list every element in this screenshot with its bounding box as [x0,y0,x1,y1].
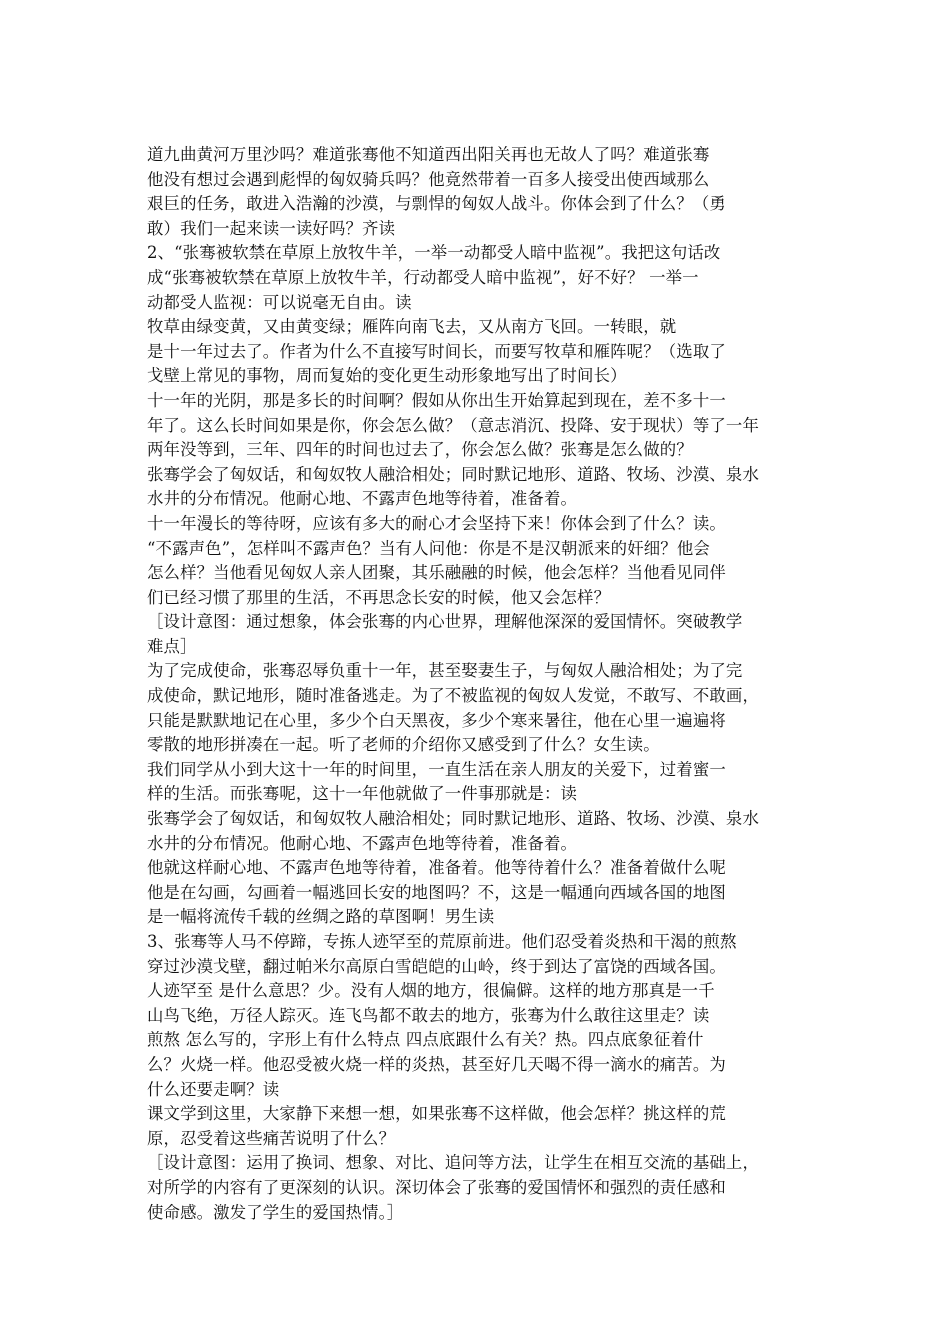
text-line: 成“张骞被软禁在草原上放牧牛羊，行动都受人暗中监视”，好不好？ 一举一 [147,267,699,287]
text-line: 艰巨的任务，敢进入浩瀚的沙漠，与剽悍的匈奴人战斗。你体会到了什么？（勇 [147,194,726,214]
text-line: 们已经习惯了那里的生活，不再思念长安的时候，他又会怎样？ [147,587,611,607]
text-line: 3、张骞等人马不停蹄，专拣人迹罕至的荒原前进。他们忍受着炎热和干渴的煎熬 [147,932,737,951]
text-line: 年了。这么长时间如果是你，你会怎么做？（意志消沉、投降、安于现状）等了一年 [147,415,760,435]
text-line: 水井的分布情况。他耐心地、不露声色地等待着，准备着。 [147,833,578,853]
text-line: 么？火烧一样。他忍受被火烧一样的炎热，甚至好几天喝不得一滴水的痛苦。为 [147,1054,726,1074]
text-line: 样的生活。而张骞呢，这十一年他就做了一件事那就是：读 [147,784,578,804]
text-line: 为了完成使命，张骞忍辱负重十一年，甚至娶妻生子，与匈奴人融洽相处；为了完 [147,661,743,681]
document-body-text [147,143,813,1225]
text-line: 他就这样耐心地、不露声色地等待着，准备着。他等待着什么？准备着做什么呢 [147,858,726,878]
text-line: 穿过沙漠戈壁，翻过帕米尔高原白雪皑皑的山岭，终于到达了富饶的西域各国。 [147,956,726,976]
text-line: 张骞学会了匈奴话，和匈奴牧人融洽相处；同时默记地形、道路、牧场、沙漠、泉水 [147,464,760,484]
text-line: 对所学的内容有了更深刻的认识。深切体会了张骞的爱国情怀和强烈的责任感和 [147,1177,726,1197]
text-line: 他是在勾画，勾画着一幅逃回长安的地图吗？不，这是一幅通向西域各国的地图 [147,882,726,902]
text-line: ［设计意图：通过想象，体会张骞的内心世界，理解他深深的爱国情怀。突破教学 [147,612,743,632]
text-line: “不露声色”，怎样叫不露声色？当有人问他：你是不是汉朝派来的奸细？他会 [147,538,710,558]
text-line: 我们同学从小到大这十一年的时间里，一直生活在亲人朋友的关爱下，过着蜜一 [147,759,726,779]
text-line: 牧草由绿变黄，又由黄变绿；雁阵向南飞去，又从南方飞回。一转眼，就 [147,317,677,337]
text-line: 人迹罕至 是什么意思？少。没有人烟的地方，很偏僻。这样的地方那真是一千 [147,981,715,1001]
text-line: 他没有想过会遇到彪悍的匈奴骑兵吗？他竟然带着一百多人接受出使西域那么 [147,169,710,189]
document-page [147,0,813,1344]
text-line: 什么还要走啊？读 [147,1079,280,1099]
text-line: 是十一年过去了。作者为什么不直接写时间长，而要写牧草和雁阵呢？（选取了 [147,341,726,361]
text-line: 是一幅将流传千载的丝绸之路的草图啊！男生读 [147,907,495,927]
text-line: 动都受人监视：可以说毫无自由。读 [147,292,412,312]
text-line: 敢）我们一起来读一读好吗？齐读 [147,218,396,238]
text-line: 2、“张骞被软禁在草原上放牧牛羊，一举一动都受人暗中监视”。我把这句话改 [147,243,721,263]
text-line: 戈壁上常见的事物，周而复始的变化更生动形象地写出了时间长） [147,366,627,386]
text-line: 十一年的光阴，那是多长的时间啊？假如从你出生开始算起到现在，差不多十一 [147,390,726,410]
text-line: 零散的地形拼凑在一起。听了老师的介绍你又感受到了什么？女生读。 [147,735,660,755]
text-line: 课文学到这里，大家静下来想一想，如果张骞不这样做，他会怎样？挑这样的荒 [147,1104,726,1124]
text-line: 山鸟飞绝，万径人踪灭。连飞鸟都不敢去的地方，张骞为什么敢往这里走？读 [147,1005,710,1025]
text-line: 难点］ [147,636,197,656]
text-line: 水井的分布情况。他耐心地、不露声色地等待着，准备着。 [147,489,578,509]
text-line: 使命感。激发了学生的爱国热情。］ [147,1202,404,1222]
text-line: 原，忍受着这些痛苦说明了什么？ [147,1128,396,1148]
text-line: 道九曲黄河万里沙吗？难道张骞他不知道西出阳关再也无故人了吗？难道张骞 [147,145,710,164]
text-line: 十一年漫长的等待呀，应该有多大的耐心才会坚持下来！你体会到了什么？读。 [147,513,726,533]
text-line: 怎么样？当他看见匈奴人亲人团聚，其乐融融的时候，他会怎样？当他看见同伴 [147,563,726,583]
text-line: 张骞学会了匈奴话，和匈奴牧人融洽相处；同时默记地形、道路、牧场、沙漠、泉水 [147,809,760,829]
text-line: ［设计意图：运用了换词、想象、对比、追问等方法，让学生在相互交流的基础上， [147,1153,760,1173]
text-line: 两年没等到，三年、四年的时间也过去了，你会怎么做？张骞是怎么做的？ [147,440,693,460]
text-line: 只能是默默地记在心里，多少个白天黑夜，多少个寒来暑往，他在心里一遍遍将 [147,710,726,730]
text-line: 煎熬 怎么写的，字形上有什么特点 四点底跟什么有关？热。四点底象征着什 [147,1030,704,1050]
text-line: 成使命，默记地形，随时准备逃走。为了不被监视的匈奴人发觉，不敢写、不敢画， [147,686,760,706]
